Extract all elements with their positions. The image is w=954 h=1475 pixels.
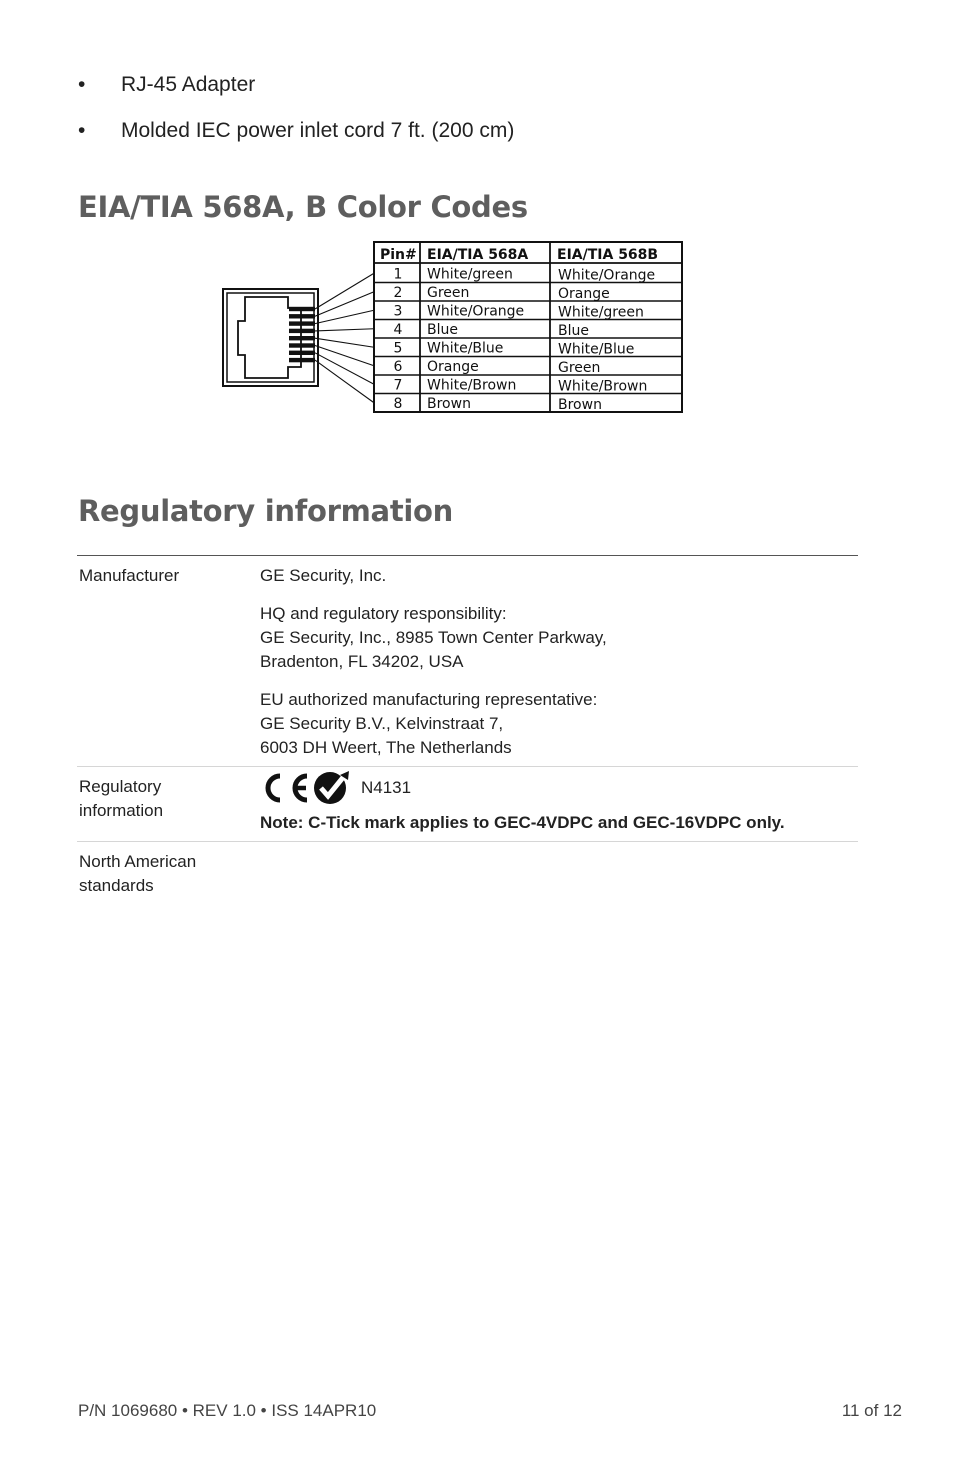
pin-lead-lines bbox=[315, 273, 374, 403]
pin-number: 7 bbox=[393, 377, 403, 394]
jack-contact bbox=[289, 321, 315, 325]
hq-address bbox=[260, 602, 858, 674]
eu-address bbox=[260, 688, 858, 760]
pin-568a-color: Green bbox=[427, 285, 470, 301]
pin-number: 5 bbox=[393, 340, 403, 357]
jack-contact bbox=[289, 336, 315, 340]
bullet-item bbox=[78, 116, 514, 146]
north-american-row bbox=[77, 842, 858, 898]
pin-568b-color: White/Blue bbox=[558, 341, 635, 358]
footer-page-number: 11 of 12 bbox=[841, 1401, 902, 1420]
jack-contact bbox=[289, 358, 315, 362]
regulatory-label bbox=[77, 775, 260, 835]
bullet-dot: • bbox=[78, 73, 86, 96]
header-568a: EIA/TIA 568A bbox=[427, 247, 529, 263]
jack-contact bbox=[289, 314, 315, 318]
pin-568a-color: White/Orange bbox=[427, 303, 525, 320]
jack-contact bbox=[289, 343, 315, 347]
header-568b: EIA/TIA 568B bbox=[557, 247, 659, 263]
certification-marks bbox=[260, 771, 858, 805]
pin-number: 2 bbox=[393, 285, 403, 301]
pin-568b-color: White/green bbox=[558, 304, 644, 321]
pin-568b-color: Blue bbox=[558, 323, 589, 339]
hq-heading: HQ and regulatory responsibility: bbox=[260, 604, 507, 623]
bullet-dot: • bbox=[78, 119, 86, 142]
c-tick-note: Note: C-Tick mark applies to GEC-4VDPC and GEC-16VDPC only. bbox=[260, 813, 785, 832]
ce-mark-icon bbox=[260, 771, 312, 805]
north-american-label-line1: North American bbox=[79, 852, 197, 871]
c-tick-code: N4131 bbox=[361, 778, 412, 797]
regulatory-label-line1: Regulatory bbox=[79, 777, 162, 796]
pin-number: 4 bbox=[393, 322, 403, 338]
jack-contacts bbox=[289, 307, 315, 363]
jack-contact bbox=[289, 329, 315, 333]
pin-lead bbox=[315, 338, 374, 347]
north-american-label-line2: standards bbox=[79, 876, 154, 895]
pin-lead bbox=[315, 360, 374, 403]
c-tick-icon bbox=[312, 771, 352, 805]
jack-contact bbox=[289, 307, 315, 311]
pin-568a-color: Blue bbox=[427, 322, 458, 338]
north-american-label bbox=[77, 850, 260, 898]
bullet-list bbox=[78, 70, 514, 162]
manufacturer-value bbox=[260, 564, 858, 760]
pin-568a-color: White/green bbox=[427, 266, 513, 283]
bullet-item bbox=[78, 70, 514, 100]
pin-568b-color: White/Orange bbox=[558, 267, 656, 284]
pin-568b-color: Green bbox=[558, 360, 601, 376]
pin-lead bbox=[315, 346, 374, 366]
hq-line2: Bradenton, FL 34202, USA bbox=[260, 652, 464, 671]
bullet-text: RJ-45 Adapter bbox=[121, 73, 256, 96]
color-codes-heading: EIA/TIA 568A, B Color Codes bbox=[78, 190, 528, 224]
rj45-pinout-figure bbox=[218, 240, 688, 418]
bullet-text: Molded IEC power inlet cord 7 ft. (200 cm) bbox=[121, 119, 515, 142]
pin-568a-color: Brown bbox=[427, 396, 471, 412]
pin-number: 6 bbox=[393, 359, 403, 375]
manufacturer-row bbox=[77, 556, 858, 767]
regulatory-table bbox=[77, 555, 858, 898]
pin-568b-color: White/Brown bbox=[558, 378, 648, 395]
manufacturer-label: Manufacturer bbox=[79, 566, 180, 585]
regulatory-row bbox=[77, 767, 858, 842]
header-pin: Pin# bbox=[380, 247, 417, 263]
north-american-value bbox=[260, 850, 858, 898]
manufacturer-name: GE Security, Inc. bbox=[260, 566, 387, 585]
pin-lead bbox=[315, 329, 374, 331]
eu-line1: GE Security B.V., Kelvinstraat 7, bbox=[260, 714, 504, 733]
pin-568b-color: Brown bbox=[558, 397, 602, 413]
hq-line1: GE Security, Inc., 8985 Town Center Parkway, bbox=[260, 628, 607, 647]
pin-568b-color: Orange bbox=[558, 286, 610, 302]
eu-heading: EU authorized manufacturing representative: bbox=[260, 690, 598, 709]
pin-number: 1 bbox=[393, 266, 403, 283]
regulatory-value bbox=[260, 775, 858, 835]
pin-568a-color: White/Brown bbox=[427, 377, 517, 394]
regulatory-label-line2: information bbox=[79, 801, 164, 820]
pin-lead bbox=[315, 353, 374, 384]
pinout-table bbox=[374, 242, 682, 413]
rj45-jack-icon bbox=[223, 289, 318, 386]
pin-568a-color: Orange bbox=[427, 359, 479, 375]
jack-contact bbox=[289, 351, 315, 355]
pin-number: 8 bbox=[393, 396, 403, 412]
footer-part-number: P/N 1069680 • REV 1.0 • ISS 14APR10 bbox=[78, 1401, 377, 1420]
regulatory-heading: Regulatory information bbox=[78, 494, 453, 528]
eu-line2: 6003 DH Weert, The Netherlands bbox=[260, 738, 512, 757]
pin-number: 3 bbox=[393, 303, 403, 320]
pin-568a-color: White/Blue bbox=[427, 340, 504, 357]
